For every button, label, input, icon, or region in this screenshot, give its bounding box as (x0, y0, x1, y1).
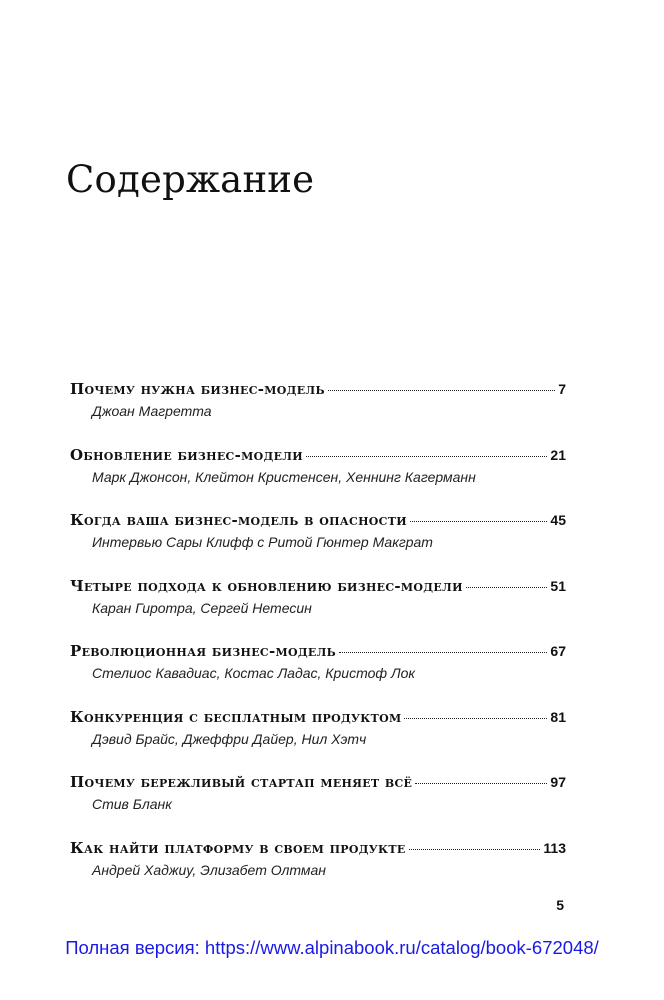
toc-entry-line (70, 380, 566, 402)
toc-entry-title: Как найти платформу в своем продукте (70, 838, 406, 857)
dot-leader (306, 456, 547, 457)
toc-entry (70, 642, 566, 708)
toc-entry-page: 7 (558, 381, 566, 397)
dot-leader (466, 587, 548, 588)
toc-entry-title: Революционная бизнес-модель (70, 642, 337, 660)
toc-entry-line (70, 642, 566, 664)
toc-entry-title: Четыре подхода к обновлению бизнес-модели (70, 576, 463, 595)
toc-entry (70, 773, 566, 839)
toc-entry-line (70, 577, 566, 599)
page-number: 5 (556, 897, 564, 913)
toc-entry-line (70, 773, 566, 795)
toc-entry-title: Обновление бизнес-модели (70, 445, 303, 464)
dot-leader (409, 849, 541, 850)
toc-entry-authors: Андрей Хаджиу, Элизабет Олтман (92, 861, 326, 878)
dot-leader (339, 652, 547, 653)
toc-entry-line (70, 839, 566, 861)
toc-entry-page: 51 (550, 577, 566, 594)
toc-entry-page: 67 (550, 643, 566, 659)
toc-entry (70, 446, 566, 512)
toc-entry-page: 97 (550, 774, 566, 790)
toc-entry (70, 708, 566, 774)
toc-entry (70, 839, 566, 905)
toc-entry-title: Почему бережливый стартап меняет всё (70, 773, 413, 791)
toc-entry-page: 45 (550, 512, 566, 528)
toc-entry-authors: Стив Бланк (92, 796, 172, 812)
toc-entry-authors: Интервью Сары Клифф с Ритой Гюнтер Макграт (92, 534, 433, 550)
toc-entry-line (70, 708, 566, 730)
toc-entry-page: 21 (550, 446, 566, 463)
dot-leader (404, 718, 547, 719)
toc-entry-title: Конкуренция с бесплатным продуктом (70, 707, 402, 726)
toc-entry-authors: Каран Гиротра, Сергей Нетесин (92, 599, 312, 616)
full-version-link[interactable]: Полная версия: https://www.alpinabook.ru/catalog/book-672048/ (65, 937, 599, 958)
dot-leader (328, 390, 555, 391)
toc-entry-page: 81 (550, 708, 566, 725)
toc-entry (70, 577, 566, 643)
toc-entry-authors: Дэвид Брайс, Джеффри Дайер, Нил Хэтч (92, 730, 367, 747)
toc-entry-authors: Стелиос Кавадиас, Костас Ладас, Кристоф Лок (92, 665, 415, 681)
dot-leader (410, 521, 548, 522)
dot-leader (415, 783, 547, 784)
toc-entry-line (70, 511, 566, 533)
toc-entry-line (70, 446, 566, 468)
toc-entry-title: Почему нужна бизнес-модель (70, 380, 325, 398)
page-title: Содержание (66, 158, 315, 201)
toc-entry-title: Когда ваша бизнес-модель в опасности (70, 511, 407, 529)
toc-entry-authors: Марк Джонсон, Клейтон Кристенсен, Хеннинг Кагерманн (92, 468, 476, 485)
toc-entry-page: 113 (543, 839, 566, 856)
toc-entry-authors: Джоан Магретта (92, 403, 212, 419)
toc-entry (70, 511, 566, 577)
table-of-contents (70, 380, 566, 904)
toc-entry (70, 380, 566, 446)
